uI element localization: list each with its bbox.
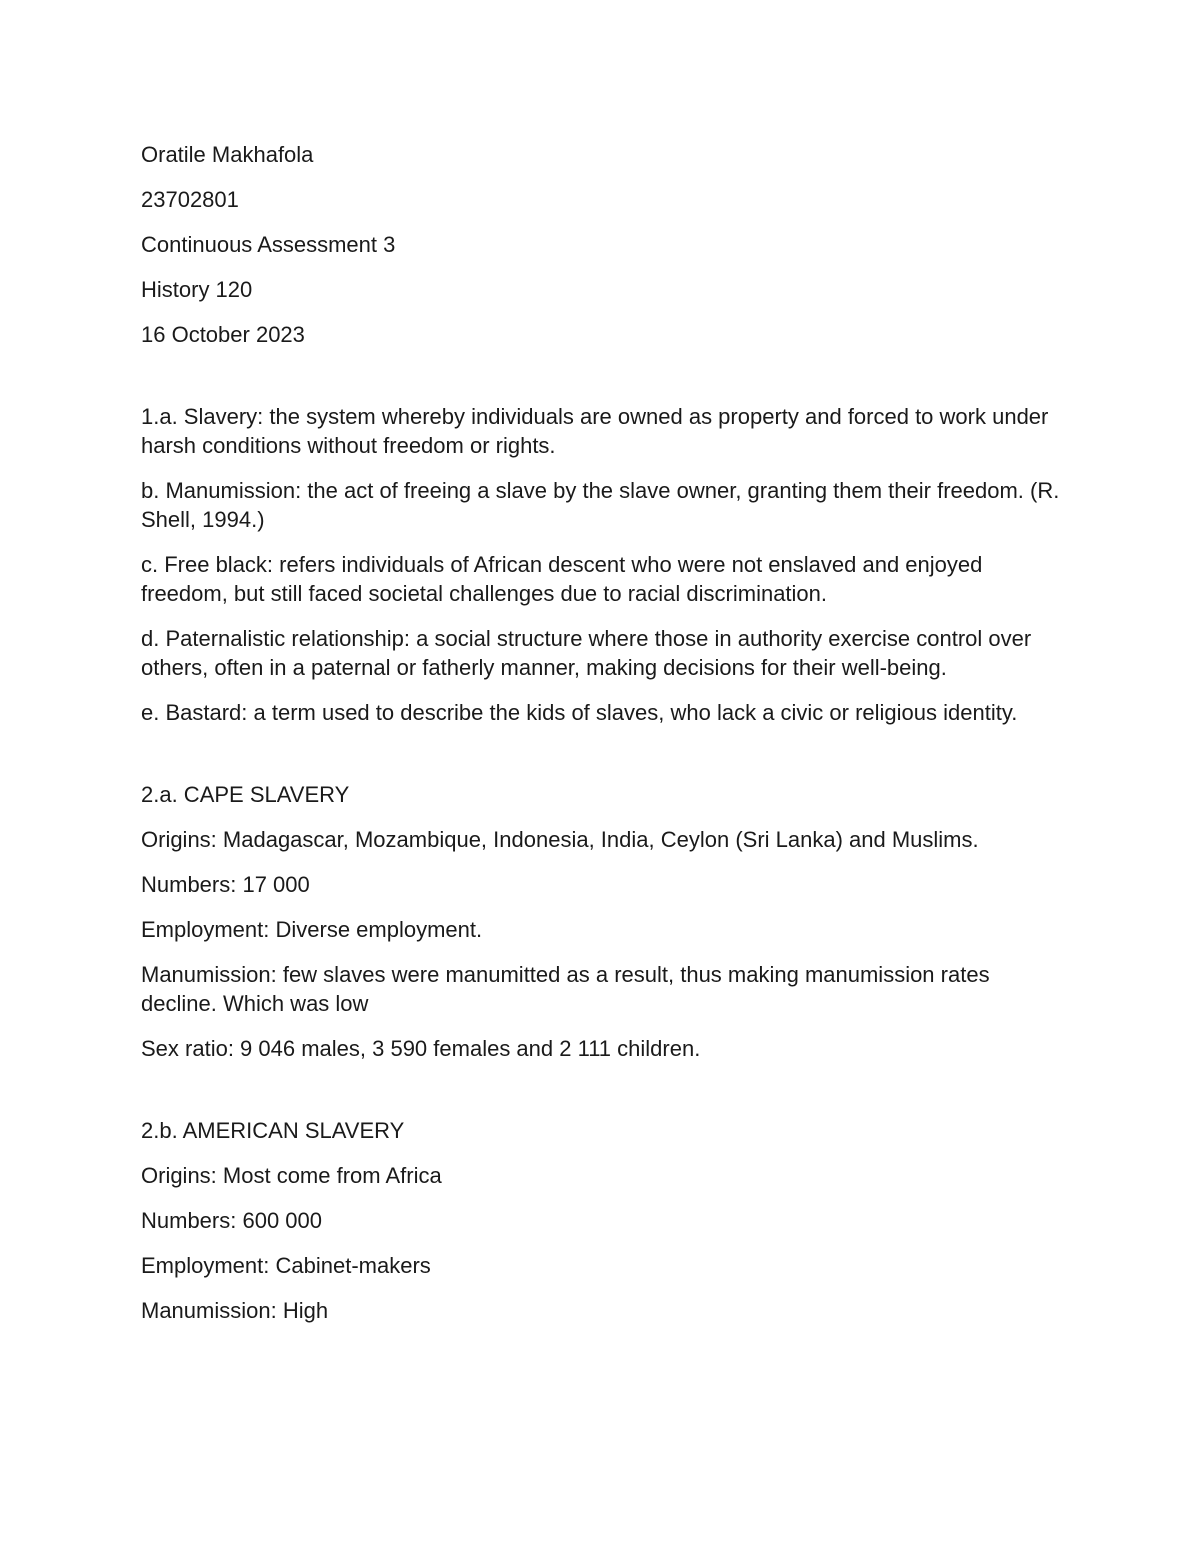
definition-manumission: b. Manumission: the act of freeing a slave by the slave owner, granting them their freedom. (R. Shell, 1994.) [141, 478, 1060, 532]
course-name: History 120 [141, 277, 253, 302]
submission-date: 16 October 2023 [141, 322, 305, 347]
american-slavery-heading: 2.b. AMERICAN SLAVERY [141, 1118, 405, 1143]
american-origins: Origins: Most come from Africa [141, 1163, 442, 1188]
assessment-title: Continuous Assessment 3 [141, 232, 396, 257]
definition-free-black: c. Free black: refers individuals of African descent who were not enslaved and enjoyed freedom, but still faced societal challenges due to racial discrimination. [141, 552, 983, 606]
american-numbers: Numbers: 600 000 [141, 1208, 322, 1233]
definition-slavery: 1.a. Slavery: the system whereby individuals are owned as property and forced to work under harsh conditions without freedom or rights. [141, 404, 1049, 458]
cape-manumission: Manumission: few slaves were manumitted as a result, thus making manumission rates decline. Which was low [141, 962, 990, 1016]
student-name: Oratile Makhafola [141, 142, 314, 167]
american-employment: Employment: Cabinet-makers [141, 1253, 431, 1278]
student-number: 23702801 [141, 187, 239, 212]
definition-paternalistic: d. Paternalistic relationship: a social structure where those in authority exercise control over others, often in a paternal or fatherly manner, making decisions for their well-being. [141, 626, 1032, 680]
american-manumission: Manumission: High [141, 1298, 329, 1323]
cape-sex-ratio: Sex ratio: 9 046 males, 3 590 females and 2 111 children. [141, 1036, 701, 1061]
cape-slavery-heading: 2.a. CAPE SLAVERY [141, 782, 350, 807]
definition-bastard: e. Bastard: a term used to describe the kids of slaves, who lack a civic or religious identity. [141, 700, 1018, 725]
cape-numbers: Numbers: 17 000 [141, 872, 310, 897]
document-body [141, 140, 1071, 1341]
cape-origins: Origins: Madagascar, Mozambique, Indonesia, India, Ceylon (Sri Lanka) and Muslims. [141, 827, 979, 852]
cape-employment: Employment: Diverse employment. [141, 917, 483, 942]
